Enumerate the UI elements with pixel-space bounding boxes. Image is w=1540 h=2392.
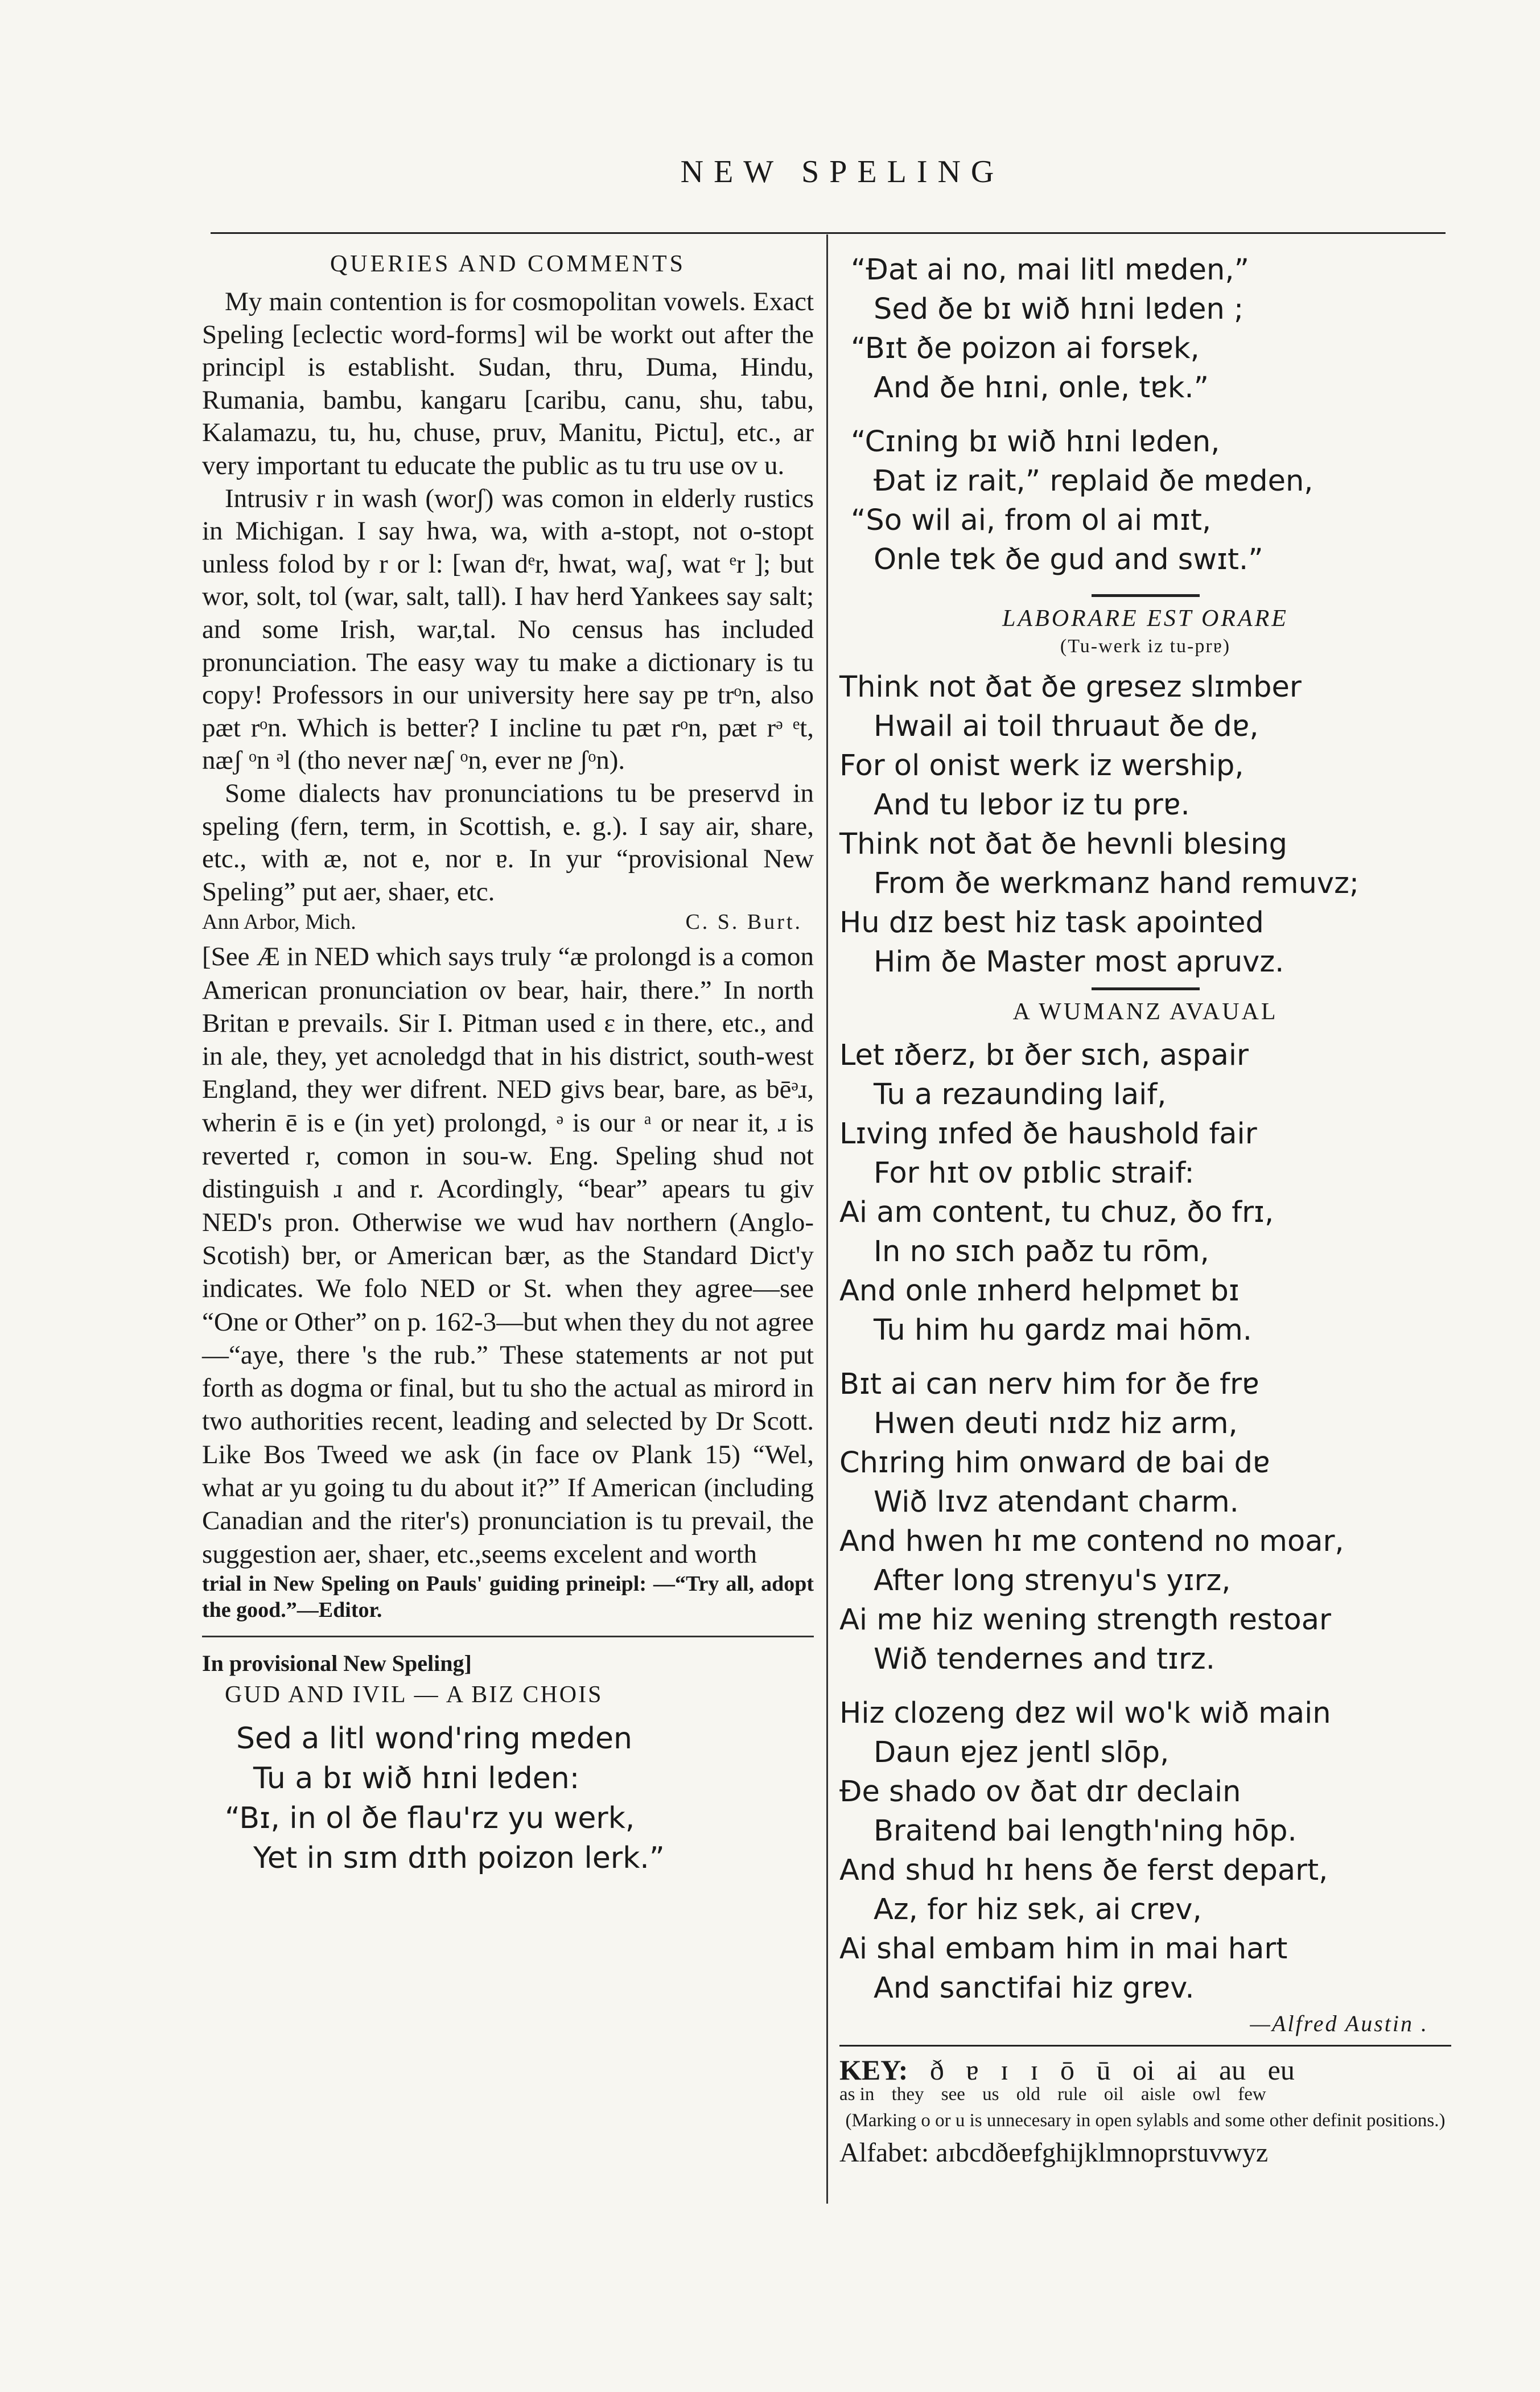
key-letter: ð (929, 2054, 944, 2086)
key-letter: ai (1176, 2054, 1197, 2086)
alfabet-line: Alfabet: aɪbcdðeɐfghijklmnoprstuvwyz (839, 2138, 1269, 2168)
signature (202, 908, 814, 936)
poem-line: Think not ðat ðe grɐsez slɪmber (839, 670, 1302, 704)
poem-line: And hwen hɪ mɐ contend no moar, (839, 1525, 1344, 1558)
poem-line: Let ɪðerz, bɪ ðer sɪch, aspair (839, 1039, 1249, 1072)
key-example: aisle (1140, 2084, 1176, 2105)
poem-line: Daun ɐjez jentl slōp, (874, 1736, 1170, 1769)
key-letter: ō (1060, 2054, 1074, 2086)
signature-place: Ann Arbor, Mich. (202, 910, 356, 934)
poem-line: In no sɪch paðz tu rōm, (874, 1235, 1209, 1269)
poem-line: Yet in sɪm dɪth poizon lerk.” (253, 1841, 665, 1875)
poem-line: Braitend bai length'ning hōp. (874, 1814, 1297, 1848)
poem-title: LABORARE EST ORARE (1002, 606, 1288, 632)
poem-line: Hwail ai toil thruaut ðe dɐ, (874, 710, 1259, 743)
poem-line: Hiz clozeng dɐz wil wo'k wið main (839, 1697, 1331, 1730)
key-examples-label: as in (839, 2084, 875, 2105)
poem-line: Onle tɐk ðe gud and swɪt.” (874, 543, 1263, 577)
page-header: NEW SPELING (680, 154, 1004, 190)
poem-line: And sanctifai hiz grɐv. (874, 1971, 1195, 2005)
poem-laborare (839, 668, 1451, 982)
left-column (202, 250, 814, 1878)
poem-line: Tu a bɪ wið hɪni lɐden: (253, 1761, 580, 1796)
section-title: QUERIES AND COMMENTS (330, 251, 686, 277)
poem-line: Wið lɪvz atendant charm. (874, 1485, 1239, 1519)
poem-line: Ðe shado ov ðat dɪr declain (839, 1775, 1241, 1809)
poem-continued (839, 250, 1451, 579)
key-example: owl (1192, 2084, 1221, 2105)
short-divider (1092, 987, 1200, 990)
stanza (839, 1365, 1451, 1679)
key-letter: eu (1267, 2054, 1295, 2086)
letter-body (202, 286, 814, 908)
poem-line: Az, for hiz sɐk, ai crɐv, (874, 1893, 1202, 1926)
key-letters-row (839, 2053, 1451, 2086)
poem-line: Ðat iz rait,” replaid ðe mɐden, (874, 464, 1313, 498)
poem-line: Hu dɪz best hiz task apointed (839, 906, 1264, 940)
provisional-label: In provisional New Speling] (202, 1650, 472, 1676)
poem-line: For ol onist werk iz wership, (839, 749, 1244, 783)
key-letter: oi (1132, 2054, 1155, 2086)
editor-note-end: trial in New Speling on Pauls' guiding prineipl: —“Try all, adopt the good.”—Editor. (202, 1571, 814, 1622)
poem-line: Sed ðe bɪ wið hɪni lɐden ; (874, 293, 1244, 326)
poem-line: Ai mɐ hiz wening strength restoar (839, 1603, 1331, 1637)
poem-line: Tu a rezaunding laif, (874, 1078, 1167, 1111)
letter-paragraph-2: Intrusiv r in wash (worʃ) was comon in elderly rustics in Michigan. I say hwa, wa, with a-stopt, not o-stopt unless folod by r or l: [wan dᵉr, hwat, waʃ, wat ᵉr ]; but wor, solt, tol (war, salt, tall). I hav herd Yankees say salt; and some Irish, war,tal. No census has included pronunciation. The easy way tu make a dictionary is tu copy! Professors in our university here say pɐ trᵒn, also pæt rᵒn. Which is better? I incline tu pæt rᵒn, pæt rᵊ ᵉt, næʃ ᵒn ᵊl (tho never næʃ ᵒn, ever nɐ ʃᵒn). (202, 483, 814, 776)
poem-line: Tu him hu gardz mai hōm. (874, 1314, 1252, 1347)
poem-line: “Ðat ai no, mai litl mɐden,” (851, 253, 1250, 287)
letter-paragraph-1: My main contention is for cosmopolitan vowels. Exact Speling [eclectic word-forms] wil be workt out after the principl is establisht. Sudan, thru, Duma, Hindu, Rumania, bambu, kangaru [caribu, canu, shu, tabu, Kalamazu, tu, hu, chuse, pruv, Manitu, Pictu], etc., ar very important tu educate the public as tu tru use ov u. (202, 287, 814, 480)
poem-line: Ai shal embam him in mai hart (839, 1932, 1288, 1966)
key-letter: ɪ (1000, 2054, 1009, 2086)
key-example: oil (1103, 2084, 1124, 2105)
poem-line: “Cɪning bɪ wið hɪni lɐden, (851, 425, 1220, 459)
letter-paragraph-3: Some dialects hav pronunciations tu be preservd in speling (fern, term, in Scottish, e. g.). I say air, share, etc., with æ, not e, nor ɐ. In yur “provisional New Speling” put aer, shaer, etc. (202, 778, 814, 907)
poem-line: Wið tendernes and tɪrz. (874, 1642, 1215, 1676)
stanza (839, 250, 1451, 407)
right-column (839, 250, 1451, 2168)
poem-line: Him ðe Master most apruvz. (874, 945, 1284, 979)
poem-line: Sed a litl wond'ring mɐden (236, 1721, 632, 1756)
key-example: they (891, 2084, 924, 2105)
poem-line: “Bɪ, in ol ðe flau'rz yu werk, (225, 1801, 635, 1835)
key-examples-row (839, 2084, 1451, 2105)
key-example: few (1238, 2084, 1266, 2105)
poem-line: After long strenyu's yɪrz, (874, 1564, 1231, 1598)
key-letter: ɪ (1030, 2054, 1039, 2086)
stanza (839, 1036, 1451, 1350)
editor-note-text: [See Æ in NED which says truly “æ prolongd is a comon American pronunciation ov bear, hair, there.” In north Britan ɐ prevails. Sir I. Pitman used ɛ in there, etc., and in ale, they, yet acnoledgd that in his district, south-west England, they wer difrent. NED givs bear, bare, as bēᵊɹ, wherin ē is e (in yet) prolongd, ᵊ is our ᵃ or near it, ɹ is reverted r, comon in sou-w. Eng. Speling shud not distinguish ɹ and r. Acordingly, “bear” apears tu giv NED's pron. Otherwise we wud hav northern (Anglo-Scotish) bɐr, or American bær, as the Standard Dict'y indicates. We folo NED or St. when they agree—see “One or Other” on p. 162-3—but when they du not agree—“aye, there 's the rub.” These statements ar not put forth as dogma or final, but tu sho the actual as mirord in two authorities recent, leading and selected by Dr Scott. Like Bos Tweed we ask (in face ov Plank 15) “Wel, what ar yu going tu du about it?” If American (including Canadian and the riter's) pronunciation is tu prevail, the suggestion aer, shaer, etc.,seems excelent and worth (202, 942, 814, 1569)
key-note: (Marking o or u is unnecesary in open sylabls and some other definit positions.) (845, 2110, 1446, 2131)
key-label: KEY: (839, 2054, 908, 2086)
key-example: rule (1057, 2084, 1087, 2105)
poem-subtitle: (Tu-werk iz tu-prɐ) (1060, 636, 1231, 657)
poem-line: And tu lɐbor iz tu prɐ. (874, 788, 1190, 822)
poem-wumanz-avaual (839, 1036, 1451, 2008)
key-letter: ū (1096, 2054, 1111, 2086)
pronunciation-key (839, 2045, 1451, 2168)
key-example: see (941, 2084, 965, 2105)
section-divider (202, 1636, 814, 1637)
stanza (839, 1694, 1451, 2008)
short-divider (1092, 594, 1200, 597)
poem-title: GUD AND IVIL — A BIZ CHOIS (225, 1681, 603, 1708)
poem-line: And ðe hɪni, onle, tɐk.” (874, 371, 1209, 405)
key-example: old (1016, 2084, 1040, 2105)
poem-line: Lɪving ɪnfed ðe haushold fair (839, 1117, 1257, 1151)
poem-line: Ai am content, tu chuz, ðo frɪ, (839, 1196, 1274, 1229)
poem-line: Hwen deuti nɪdz hiz arm, (874, 1407, 1238, 1440)
poem-line: For hɪt ov pɪblic straif: (874, 1156, 1195, 1190)
poem-line: Chɪring him onward dɐ bai dɐ (839, 1446, 1270, 1480)
poem-title: A WUMANZ AVAUAL (1012, 999, 1278, 1025)
signature-name: C. S. Burt. (685, 910, 802, 934)
poem-gud-and-ivil (202, 1719, 814, 1878)
stanza (839, 422, 1451, 579)
header-rule (211, 232, 1446, 234)
key-letter: ɐ (966, 2054, 979, 2086)
poem-line: Think not ðat ðe hevnli blesing (839, 827, 1288, 861)
key-letter: au (1218, 2054, 1246, 2086)
key-example: us (982, 2084, 999, 2105)
poem-line: “So wil ai, from ol ai mɪt, (851, 504, 1212, 537)
poem-line: Bɪt ai can nerv him for ðe frɐ (839, 1368, 1259, 1401)
poem-line: “Bɪt ðe poizon ai forsɐk, (851, 332, 1200, 365)
poem-line: From ðe werkmanz hand remuvz; (874, 867, 1360, 900)
editor-note (202, 940, 814, 1623)
poem-line: And shud hɪ hens ðe ferst depart, (839, 1854, 1328, 1887)
poem-line: And onle ɪnherd helpmɐt bɪ (839, 1274, 1240, 1308)
poem-author: —Alfred Austin . (1250, 2011, 1428, 2036)
column-divider (826, 234, 828, 2204)
